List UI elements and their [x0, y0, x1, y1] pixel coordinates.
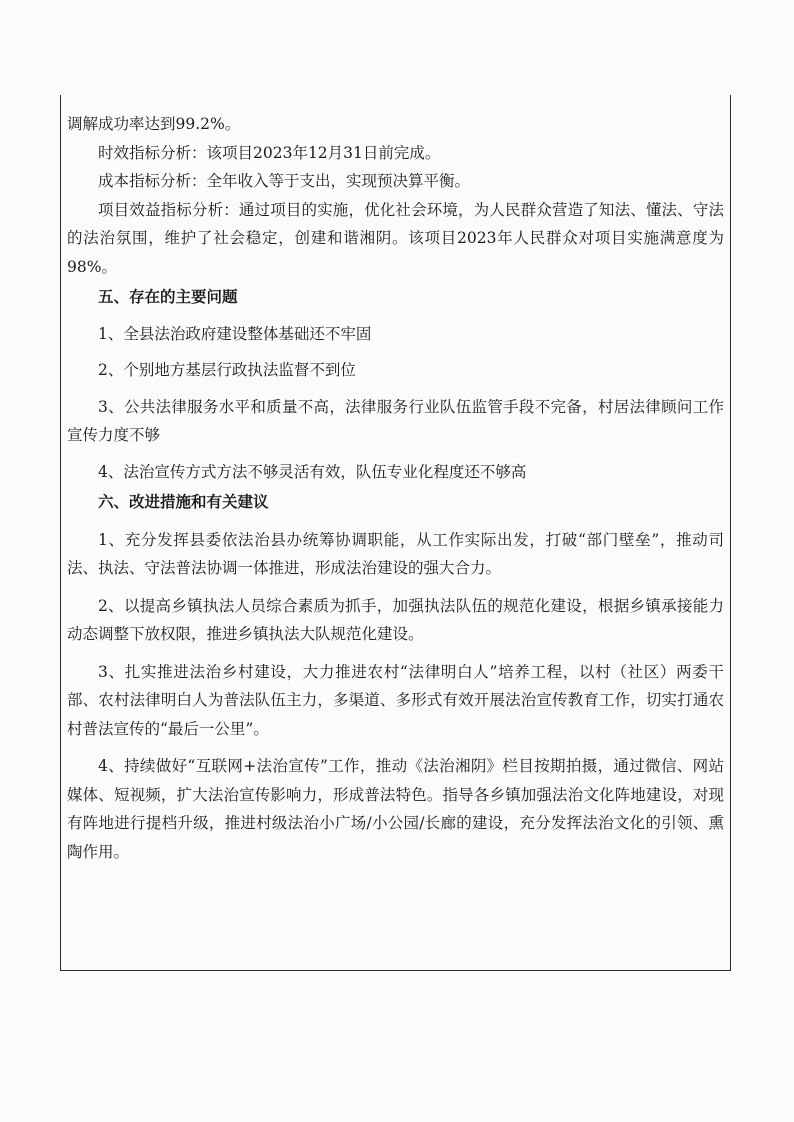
document-body [67, 110, 724, 866]
benefit-paragraph: 项目效益指标分析：通过项目的实施，优化社会环境，为人民群众营造了知法、懂法、守法的法治氛围，维护了社会稳定，创建和谐湘阴。该项目2023年人民群众对项目实施满意度为98%。 [67, 200, 724, 276]
suggestion-item: 3、扎实推进法治乡村建设，大力推进农村“法律明白人”培养工程，以村（社区）两委干部、农村法律明白人为普法队伍主力，多渠道、多形式有效开展法治宣传教育工作，切实打通农村普法宣传的“最后一公里”。 [67, 662, 724, 738]
suggestion-item: 1、充分发挥县委依法治县办统筹协调职能，从工作实际出发，打破“部门壁垒”，推动司法、执法、守法普法协调一体推进，形成法治建设的强大合力。 [67, 530, 724, 577]
problem-item: 1、全县法治政府建设整体基础还不牢固 [98, 324, 372, 343]
problem-item: 4、法治宣传方式方法不够灵活有效，队伍专业化程度还不够高 [98, 462, 527, 481]
section-6-heading: 六、改进措施和有关建议 [98, 492, 269, 511]
suggestion-item: 4、持续做好“互联网+法治宣传”工作，推动《法治湘阴》栏目按期拍摄，通过微信、网站媒体、短视频，扩大法治宣传影响力，形成普法特色。指导各乡镇加强法治文化阵地建设，对现有阵地进行提档升级，推进村级法治小广场/小公园/长廊的建设，充分发挥法治文化的引领、熏陶作用。 [67, 757, 724, 861]
suggestion-item: 2、以提高乡镇执法人员综合素质为抓手，加强执法队伍的规范化建设，根据乡镇承接能力动态调整下放权限，推进乡镇执法大队规范化建设。 [67, 596, 724, 643]
section-5-heading: 五、存在的主要问题 [98, 287, 238, 306]
problem-item: 2、个别地方基层行政执法监督不到位 [98, 361, 356, 379]
continued-paragraph: 调解成功率达到99.2%。 [67, 115, 241, 133]
cost-paragraph: 成本指标分析：全年收入等于支出，实现预决算平衡。 [98, 172, 471, 190]
problem-item: 3、公共法律服务水平和质量不高，法律服务行业队伍监管手段不完备，村居法律顾问工作宣传力度不够 [67, 397, 724, 444]
timeliness-paragraph: 时效指标分析：该项目2023年12月31日前完成。 [98, 143, 441, 162]
